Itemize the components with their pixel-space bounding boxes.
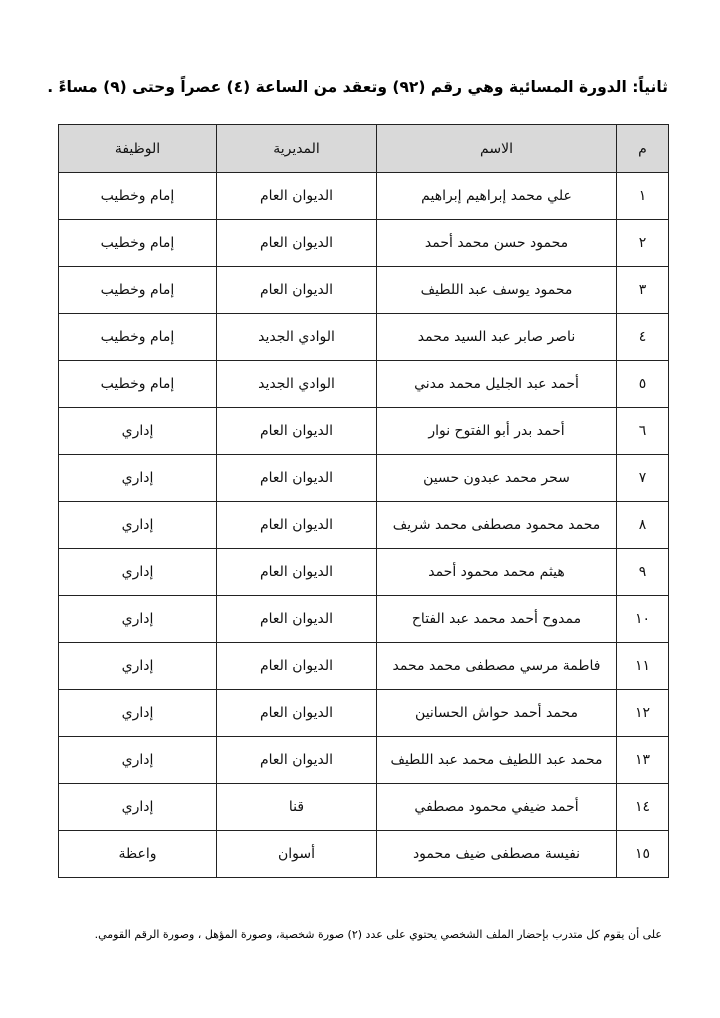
cell-name: أحمد ضيفي محمود مصطفي bbox=[377, 784, 617, 831]
cell-directorate: الديوان العام bbox=[217, 173, 377, 220]
cell-directorate: الديوان العام bbox=[217, 596, 377, 643]
cell-name: أحمد بدر أبو الفتوح نوار bbox=[377, 408, 617, 455]
cell-name: محمد أحمد حواش الحسانين bbox=[377, 690, 617, 737]
cell-num: ٩ bbox=[617, 549, 669, 596]
cell-directorate: الديوان العام bbox=[217, 408, 377, 455]
header-name: الاسم bbox=[377, 125, 617, 173]
cell-job: إداري bbox=[59, 408, 217, 455]
table-row bbox=[59, 784, 669, 831]
cell-directorate: الديوان العام bbox=[217, 455, 377, 502]
cell-name: محمد محمود مصطفى محمد شريف bbox=[377, 502, 617, 549]
trainees-table bbox=[58, 124, 669, 878]
header-num: م bbox=[617, 125, 669, 173]
cell-num: ١٢ bbox=[617, 690, 669, 737]
cell-name: ناصر صابر عبد السيد محمد bbox=[377, 314, 617, 361]
table-row bbox=[59, 220, 669, 267]
cell-name: هيثم محمد محمود أحمد bbox=[377, 549, 617, 596]
table-row bbox=[59, 643, 669, 690]
cell-num: ١ bbox=[617, 173, 669, 220]
table-row bbox=[59, 596, 669, 643]
cell-name: محمود حسن محمد أحمد bbox=[377, 220, 617, 267]
table-row bbox=[59, 361, 669, 408]
cell-name: سحر محمد عبدون حسين bbox=[377, 455, 617, 502]
cell-job: إداري bbox=[59, 455, 217, 502]
cell-directorate: الديوان العام bbox=[217, 502, 377, 549]
table-row bbox=[59, 408, 669, 455]
cell-num: ٧ bbox=[617, 455, 669, 502]
cell-directorate: الديوان العام bbox=[217, 737, 377, 784]
table-row bbox=[59, 831, 669, 878]
cell-num: ٣ bbox=[617, 267, 669, 314]
cell-name: نفيسة مصطفى ضيف محمود bbox=[377, 831, 617, 878]
table-row bbox=[59, 549, 669, 596]
cell-job: إداري bbox=[59, 502, 217, 549]
cell-name: أحمد عبد الجليل محمد مدني bbox=[377, 361, 617, 408]
table-row bbox=[59, 455, 669, 502]
table-body bbox=[59, 173, 669, 878]
table-row bbox=[59, 314, 669, 361]
cell-name: ممدوح أحمد محمد عبد الفتاح bbox=[377, 596, 617, 643]
cell-name: علي محمد إبراهيم إبراهيم bbox=[377, 173, 617, 220]
cell-job: إداري bbox=[59, 737, 217, 784]
table-row bbox=[59, 502, 669, 549]
header-directorate: المديرية bbox=[217, 125, 377, 173]
cell-num: ١٣ bbox=[617, 737, 669, 784]
cell-job: إداري bbox=[59, 643, 217, 690]
cell-directorate: الوادي الجديد bbox=[217, 314, 377, 361]
cell-directorate: قنا bbox=[217, 784, 377, 831]
cell-directorate: الوادي الجديد bbox=[217, 361, 377, 408]
cell-num: ١٤ bbox=[617, 784, 669, 831]
cell-num: ١١ bbox=[617, 643, 669, 690]
cell-num: ٥ bbox=[617, 361, 669, 408]
cell-name: محمود يوسف عبد اللطيف bbox=[377, 267, 617, 314]
table-row bbox=[59, 267, 669, 314]
cell-job: إمام وخطيب bbox=[59, 361, 217, 408]
cell-num: ١٥ bbox=[617, 831, 669, 878]
table-row bbox=[59, 737, 669, 784]
cell-num: ٢ bbox=[617, 220, 669, 267]
cell-job: إداري bbox=[59, 549, 217, 596]
cell-num: ١٠ bbox=[617, 596, 669, 643]
footer-note: على أن يقوم كل متدرب بإحضار الملف الشخصي يحتوي على عدد (٢) صورة شخصية، وصورة المؤهل ، وصورة الرقم القومي. bbox=[94, 928, 662, 941]
cell-job: إمام وخطيب bbox=[59, 267, 217, 314]
table-row bbox=[59, 173, 669, 220]
cell-directorate: أسوان bbox=[217, 831, 377, 878]
cell-job: إداري bbox=[59, 784, 217, 831]
cell-directorate: الديوان العام bbox=[217, 549, 377, 596]
cell-num: ٨ bbox=[617, 502, 669, 549]
cell-directorate: الديوان العام bbox=[217, 643, 377, 690]
cell-name: محمد عبد اللطيف محمد عبد اللطيف bbox=[377, 737, 617, 784]
table-header-row bbox=[59, 125, 669, 173]
cell-name: فاطمة مرسي مصطفى محمد محمد bbox=[377, 643, 617, 690]
cell-num: ٦ bbox=[617, 408, 669, 455]
cell-job: إمام وخطيب bbox=[59, 314, 217, 361]
cell-directorate: الديوان العام bbox=[217, 267, 377, 314]
cell-directorate: الديوان العام bbox=[217, 220, 377, 267]
cell-job: إمام وخطيب bbox=[59, 173, 217, 220]
cell-job: إداري bbox=[59, 596, 217, 643]
header-job: الوظيفة bbox=[59, 125, 217, 173]
cell-job: إداري bbox=[59, 690, 217, 737]
table-row bbox=[59, 690, 669, 737]
section-heading: ثانياً: الدورة المسائية وهي رقم (٩٢) وتعقد من الساعة (٤) عصراً وحتى (٩) مساءً . bbox=[47, 78, 668, 96]
cell-job: واعظة bbox=[59, 831, 217, 878]
cell-job: إمام وخطيب bbox=[59, 220, 217, 267]
cell-num: ٤ bbox=[617, 314, 669, 361]
cell-directorate: الديوان العام bbox=[217, 690, 377, 737]
